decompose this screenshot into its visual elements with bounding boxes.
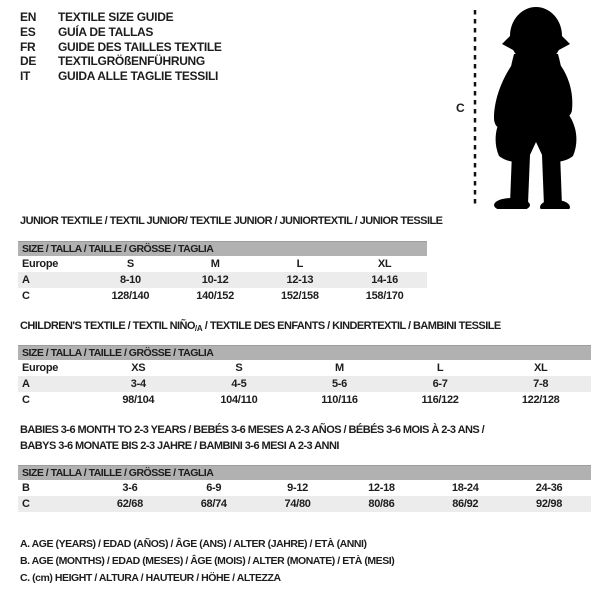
table-cell: 80/86 — [368, 498, 395, 510]
row-label: C — [22, 498, 30, 510]
table-cell: 18-24 — [451, 482, 479, 494]
language-row-de — [20, 54, 222, 69]
table-cell: 3-4 — [130, 378, 146, 390]
table-cell: 12-18 — [368, 482, 395, 494]
table-cell: 104/110 — [220, 394, 258, 406]
language-title: GUIDE DES TAILLES TEXTILE — [58, 39, 222, 54]
table-cell: 62/68 — [116, 498, 143, 510]
table-cell: 10-12 — [201, 274, 229, 286]
footnote-b: B. AGE (MONTHS) / EDAD (MESES) / ÂGE (MOIS) / ALTER (MONATE) / ETÀ (MESI) — [20, 555, 395, 568]
baby-silhouette-icon — [450, 4, 590, 209]
table-cell: 98/104 — [122, 394, 155, 406]
footnotes — [20, 536, 394, 588]
language-title: TEXTILE SIZE GUIDE — [58, 10, 174, 24]
size-bar: SIZE / TALLA / TAILLE / GRÖSSE / TAGLIA — [18, 465, 591, 480]
babies-heading-line-1: BABIES 3-6 MONTH TO 2-3 YEARS / BEBÉS 3-6 MESES A 2-3 AÑOS / BÉBÉS 3-6 MOIS À 2-3 ANS / — [20, 424, 485, 436]
table-cell: 24-36 — [535, 482, 563, 494]
babies-size-table — [18, 465, 591, 512]
table-row — [18, 360, 591, 376]
table-row — [18, 480, 591, 496]
column-header: XS — [131, 362, 146, 374]
table-cell: 140/152 — [196, 290, 234, 302]
table-cell: 6-9 — [206, 482, 222, 494]
size-bar: SIZE / TALLA / TAILLE / GRÖSSE / TAGLIA — [18, 345, 591, 360]
table-cell: 152/158 — [281, 290, 319, 302]
language-title: GUÍA DE TALLAS — [58, 24, 154, 39]
size-bar: SIZE / TALLA / TAILLE / GRÖSSE / TAGLIA — [18, 241, 427, 256]
language-row-it — [20, 69, 222, 84]
row-label: C — [22, 394, 30, 406]
table-cell: 7-8 — [533, 378, 549, 390]
language-code: FR — [20, 39, 36, 54]
row-label: A — [22, 274, 30, 286]
row-label: Europe — [22, 258, 59, 270]
language-title: TEXTILGRÖßENFÜHRUNG — [58, 54, 205, 69]
language-list — [20, 10, 222, 84]
table-cell: 116/122 — [421, 394, 459, 406]
table-cell: 9-12 — [287, 482, 308, 494]
children-heading-sub: /A — [194, 324, 203, 333]
junior-size-table — [18, 241, 427, 304]
table-cell: 6-7 — [432, 378, 448, 390]
babies-section-heading — [20, 422, 484, 454]
table-cell: 86/92 — [452, 498, 479, 510]
column-header: L — [436, 362, 444, 374]
column-header: XL — [377, 258, 392, 270]
column-header: M — [335, 362, 344, 374]
table-cell: 122/128 — [521, 394, 560, 406]
table-row — [18, 272, 427, 288]
table-cell: 12-13 — [286, 274, 314, 286]
table-cell: 110/116 — [321, 394, 358, 406]
table-cell: 128/140 — [111, 290, 150, 302]
footnote-a: A. AGE (YEARS) / EDAD (AÑOS) / ÂGE (ANS) / ALTER (JAHRE) / ETÀ (ANNI) — [20, 538, 367, 550]
language-code: DE — [20, 54, 37, 69]
table-row — [18, 496, 591, 512]
column-header: S — [126, 258, 134, 270]
column-header: M — [210, 258, 220, 270]
children-heading-pre: CHILDREN'S TEXTILE / TEXTIL NIÑO — [20, 320, 195, 332]
column-header: S — [235, 362, 243, 374]
table-cell: 74/80 — [284, 498, 311, 510]
language-code: ES — [20, 24, 36, 39]
row-label: C — [22, 290, 30, 302]
table-row — [18, 376, 591, 392]
table-row — [18, 256, 427, 272]
children-section-heading — [20, 318, 501, 337]
children-heading-post: / TEXTILE DES ENFANTS / KINDERTEXTIL / BAMBINI TESSILE — [202, 320, 501, 332]
table-row — [18, 288, 427, 304]
table-cell: 14-16 — [371, 274, 398, 286]
language-code: EN — [20, 10, 37, 24]
language-code: IT — [20, 69, 31, 84]
table-row — [18, 392, 591, 408]
table-cell: 3-6 — [122, 482, 138, 494]
table-cell: 92/98 — [536, 498, 563, 510]
table-cell: 68/74 — [200, 498, 227, 510]
table-cell: 8-10 — [119, 274, 141, 286]
children-size-table — [18, 345, 591, 408]
language-row-en — [20, 10, 222, 25]
babies-heading-line-2: BABYS 3-6 MONATE BIS 2-3 JAHRE / BAMBINI 3-6 MESI A 2-3 ANNI — [20, 440, 339, 452]
table-cell: 4-5 — [231, 378, 247, 390]
junior-section-heading: JUNIOR TEXTILE / TEXTIL JUNIOR/ TEXTILE JUNIOR / JUNIORTEXTIL / JUNIOR TESSILE — [20, 215, 443, 227]
row-label: A — [22, 378, 30, 390]
language-title: GUIDA ALLE TAGLIE TESSILI — [58, 69, 219, 84]
row-label: B — [22, 482, 30, 494]
height-measure-label: C — [456, 101, 465, 115]
table-cell: 158/170 — [365, 290, 404, 302]
row-label: Europe — [22, 362, 59, 374]
column-header: L — [296, 258, 304, 270]
baby-silhouette-shape — [494, 7, 576, 209]
language-row-fr — [20, 40, 222, 55]
table-cell: 5-6 — [331, 378, 347, 390]
language-row-es — [20, 25, 222, 40]
column-header: XL — [533, 362, 548, 374]
footnote-c: C. (cm) HEIGHT / ALTURA / HAUTEUR / HÖHE / ALTEZZA — [20, 572, 281, 585]
